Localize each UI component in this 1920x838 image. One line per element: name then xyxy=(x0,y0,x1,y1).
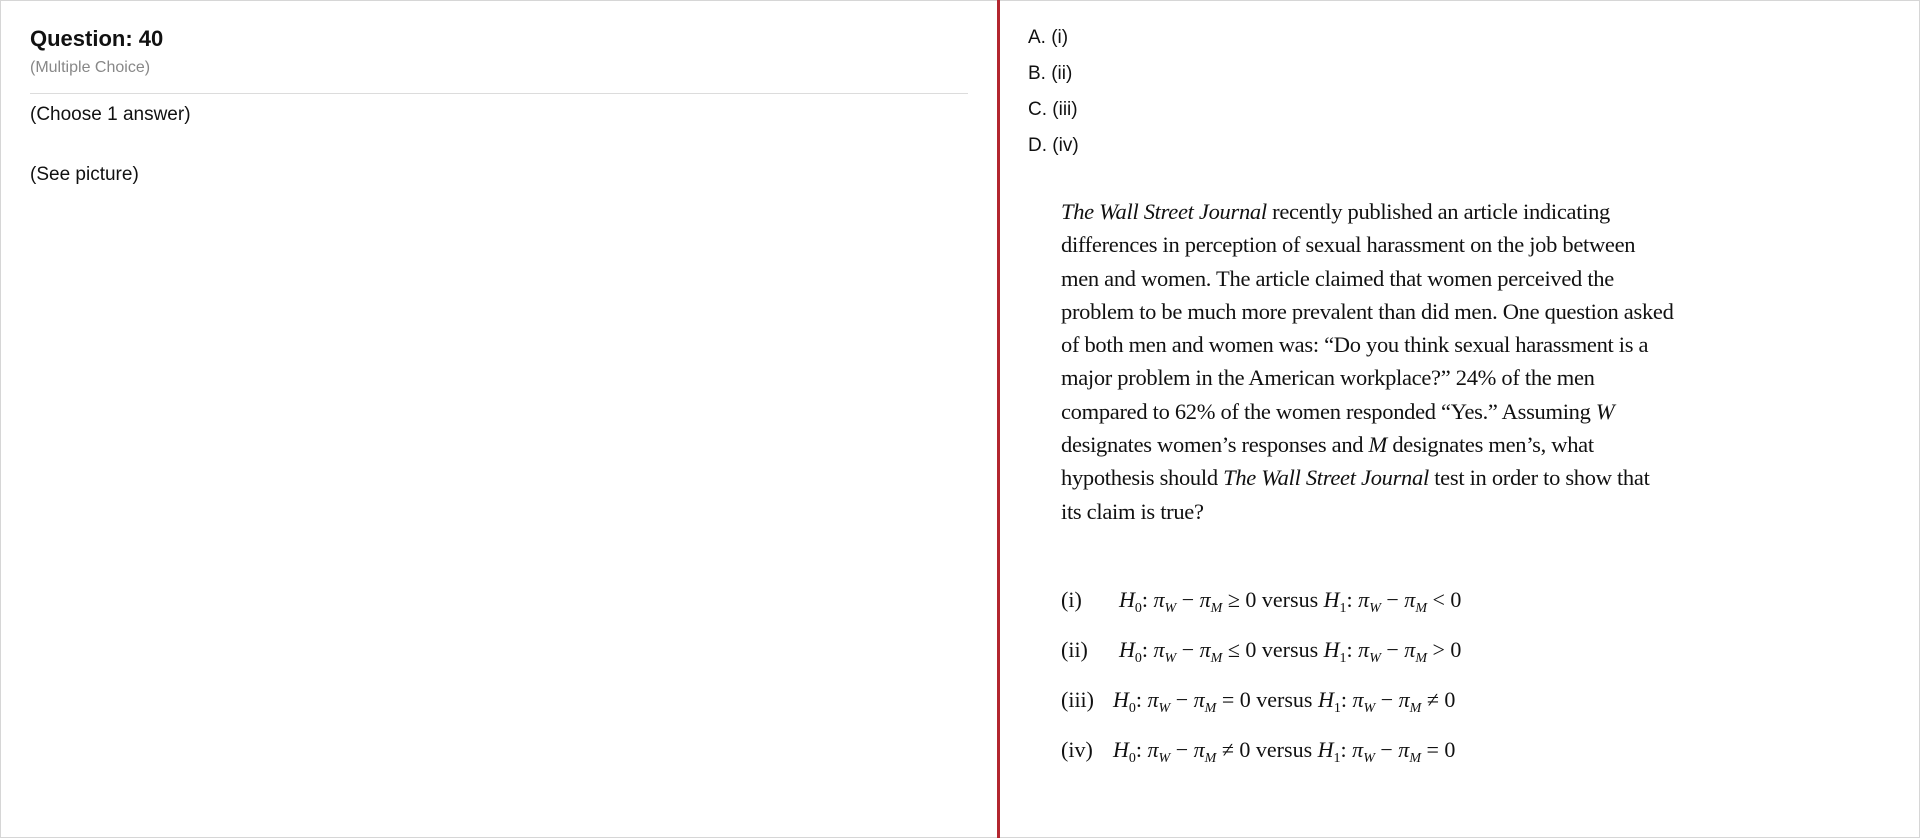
passage-line: test in order to show that xyxy=(1428,465,1650,491)
passage-line: designates men’s, what xyxy=(1387,432,1594,458)
answer-option-a[interactable]: A. (i) xyxy=(1028,27,1069,48)
answer-list xyxy=(1028,27,1079,171)
passage-line: compared to 62% of the women responded “Yes.” Assuming xyxy=(1061,398,1596,424)
question-type: (Multiple Choice) xyxy=(30,59,151,76)
question-picture xyxy=(1061,195,1781,766)
hypothesis-option: (i) $H_0$: $\pi_W - \pi_M \ge 0$ versus $H_1$: $\pi_W - \pi_M < 0$ xyxy=(1061,587,1462,616)
passage-line: major problem in the American workplace?” 24% of the men xyxy=(1061,365,1595,391)
passage-line: men and women. The article claimed that women perceived the xyxy=(1061,265,1614,291)
hypothesis-option: (ii) $H_0$: $\pi_W - \pi_M \le 0$ versus $H_1$: $\pi_W - \pi_M > 0$ xyxy=(1061,637,1462,666)
source-name: The Wall Street Journal xyxy=(1223,465,1429,491)
passage-line: its claim is true? xyxy=(1061,498,1204,524)
hypothesis-option: (iii) $H_0$: $\pi_W - \pi_M = 0$ versus $H_1$: $\pi_W - \pi_M \ne 0$ xyxy=(1061,687,1456,716)
question-passage xyxy=(1061,195,1781,528)
answer-option-b[interactable]: B. (ii) xyxy=(1028,63,1073,84)
question-title: Question: 40 xyxy=(30,26,164,51)
passage-line: problem to be much more prevalent than did men. One question asked xyxy=(1061,298,1674,324)
passage-line: differences in perception of sexual harassment on the job between xyxy=(1061,232,1636,258)
answer-option-d[interactable]: D. (iv) xyxy=(1028,135,1079,156)
divider-line xyxy=(30,93,968,94)
source-name: The Wall Street Journal xyxy=(1061,199,1267,224)
passage-line: of both men and women was: “Do you think sexual harassment is a xyxy=(1061,332,1649,358)
instruction-text: (Choose 1 answer) xyxy=(30,104,191,125)
answer-pane xyxy=(1000,0,1920,838)
var-m: M xyxy=(1368,432,1387,458)
passage-line: designates women’s responses and xyxy=(1061,432,1369,458)
prompt-text: (See picture) xyxy=(30,164,139,185)
hypothesis-option: (iv) $H_0$: $\pi_W - \pi_M \ne 0$ versus $H_1$: $\pi_W - \pi_M = 0$ xyxy=(1061,737,1456,766)
var-w: W xyxy=(1595,398,1615,424)
passage-line: hypothesis should xyxy=(1061,465,1224,491)
passage-line: recently published an article indicating xyxy=(1266,199,1610,224)
hypothesis-options xyxy=(1061,585,1461,785)
answer-option-c[interactable]: C. (iii) xyxy=(1028,99,1078,120)
